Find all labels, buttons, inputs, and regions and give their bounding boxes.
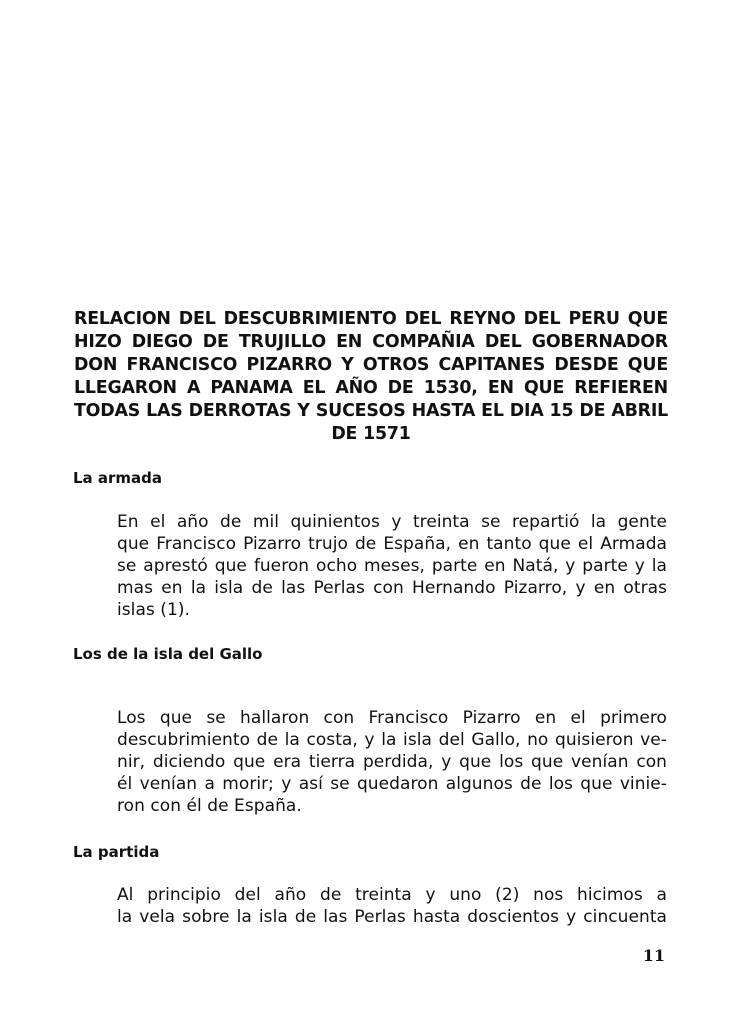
- paragraph-isla-del-gallo: [73, 707, 667, 817]
- document-title: RELACION DEL DESCUBRIMIENTO DEL REYNO DEL PERU QUE HIZO DIEGO DE TRUJILLO EN COMPAÑIA DEL GOBERNADOR DON FRANCISCO PIZARRO Y OTROS CAPITANES DESDE QUE LLEGARON A PANAMA EL AÑO DE 1530, EN QUE REFIEREN TODAS LAS DERROTAS Y SUCESOS HASTA EL DIA 15 DE ABRIL DE 1571: [74, 309, 668, 444]
- paragraph-line: nir, diciendo que era tierra perdida, y que los que venían con: [117, 752, 667, 772]
- section-heading-la-armada: La armada: [73, 469, 163, 487]
- paragraph-line: la vela sobre la isla de las Perlas hasta doscientos y cincuenta: [117, 907, 667, 927]
- paragraph-la-partida: [73, 884, 667, 928]
- paragraph-line: descubrimiento de la costa, y la isla del Gallo, no quisieron ve-: [117, 730, 667, 750]
- paragraph-line: Los que se hallaron con Francisco Pizarro en el primero: [117, 708, 667, 728]
- paragraph-line: se aprestó que fueron ocho meses, parte en Natá, y parte y la: [117, 556, 667, 576]
- paragraph-line: ron con él de España.: [117, 796, 302, 816]
- section-heading-los-de-la-isla-del-gallo: Los de la isla del Gallo: [73, 645, 263, 663]
- paragraph-line: él venían a morir; y así se quedaron algunos de los que vinie-: [117, 774, 667, 794]
- paragraph-la-armada: [73, 511, 667, 621]
- section-heading-la-partida: La partida: [73, 843, 160, 861]
- paragraph-line: En el año de mil quinientos y treinta se repartió la gente: [117, 512, 667, 532]
- page-number: 11: [642, 946, 665, 965]
- paragraph-line: que Francisco Pizarro trujo de España, en tanto que el Armada: [117, 534, 667, 554]
- paragraph-line: Al principio del año de treinta y uno (2) nos hicimos a: [117, 885, 667, 905]
- paragraph-line: islas (1).: [117, 600, 190, 620]
- paragraph-line: mas en la isla de las Perlas con Hernando Pizarro, y en otras: [117, 578, 667, 598]
